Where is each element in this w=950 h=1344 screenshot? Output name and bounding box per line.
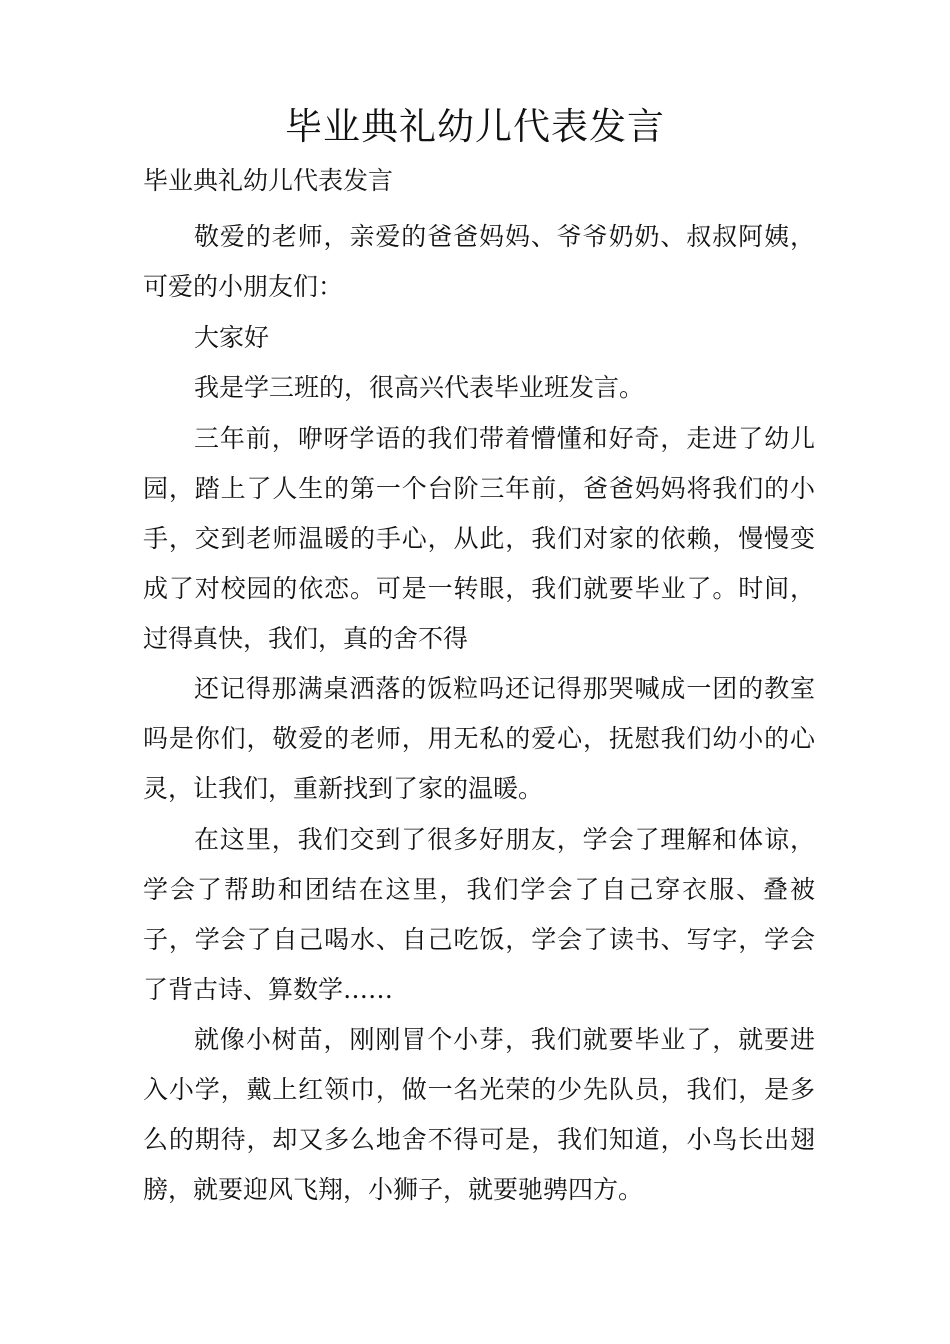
document-subtitle: 毕业典礼幼儿代表发言 [143, 166, 394, 195]
paragraph-hello: 大家好 [194, 322, 270, 352]
paragraph-remember: 还记得那满桌洒落的饭粒吗还记得那哭喊成一团的教室吗是你们，敬爱的老师，用无私的爱心，抚慰我们幼小的心灵，让我们，重新找到了家的温暖。 [143, 674, 815, 803]
paragraph-sapling: 就像小树苗，刚刚冒个小芽，我们就要毕业了，就要进入小学，戴上红领巾，做一名光荣的少先队员，我们，是多么的期待，却又多么地舍不得可是，我们知道，小鸟长出翅膀，就要迎风飞翔，小狮子，就要驰骋四方。 [143, 1025, 815, 1204]
paragraph-intro: 我是学三班的，很高兴代表毕业班发言。 [194, 373, 645, 402]
document-title: 毕业典礼幼儿代表发言 [285, 105, 665, 148]
document-body [143, 212, 815, 1216]
paragraph-learned: 在这里，我们交到了很多好朋友，学会了理解和体谅，学会了帮助和团结在这里，我们学会了自己穿衣服、叠被子，学会了自己喝水、自己吃饭，学会了读书、写字，学会了背古诗、算数学…… [143, 824, 815, 1004]
paragraph-three-years-ago: 三年前，咿呀学语的我们带着懵懂和好奇，走进了幼儿园，踏上了人生的第一个台阶三年前，爸爸妈妈将我们的小手，交到老师温暖的手心，从此，我们对家的依赖，慢慢变成了对校园的依恋。可是一转眼，我们就要毕业了。时间，过得真快，我们，真的舍不得 [143, 423, 815, 653]
paragraph-greeting: 敬爱的老师，亲爱的爸爸妈妈、爷爷奶奶、叔叔阿姨，可爱的小朋友们： [143, 222, 815, 301]
